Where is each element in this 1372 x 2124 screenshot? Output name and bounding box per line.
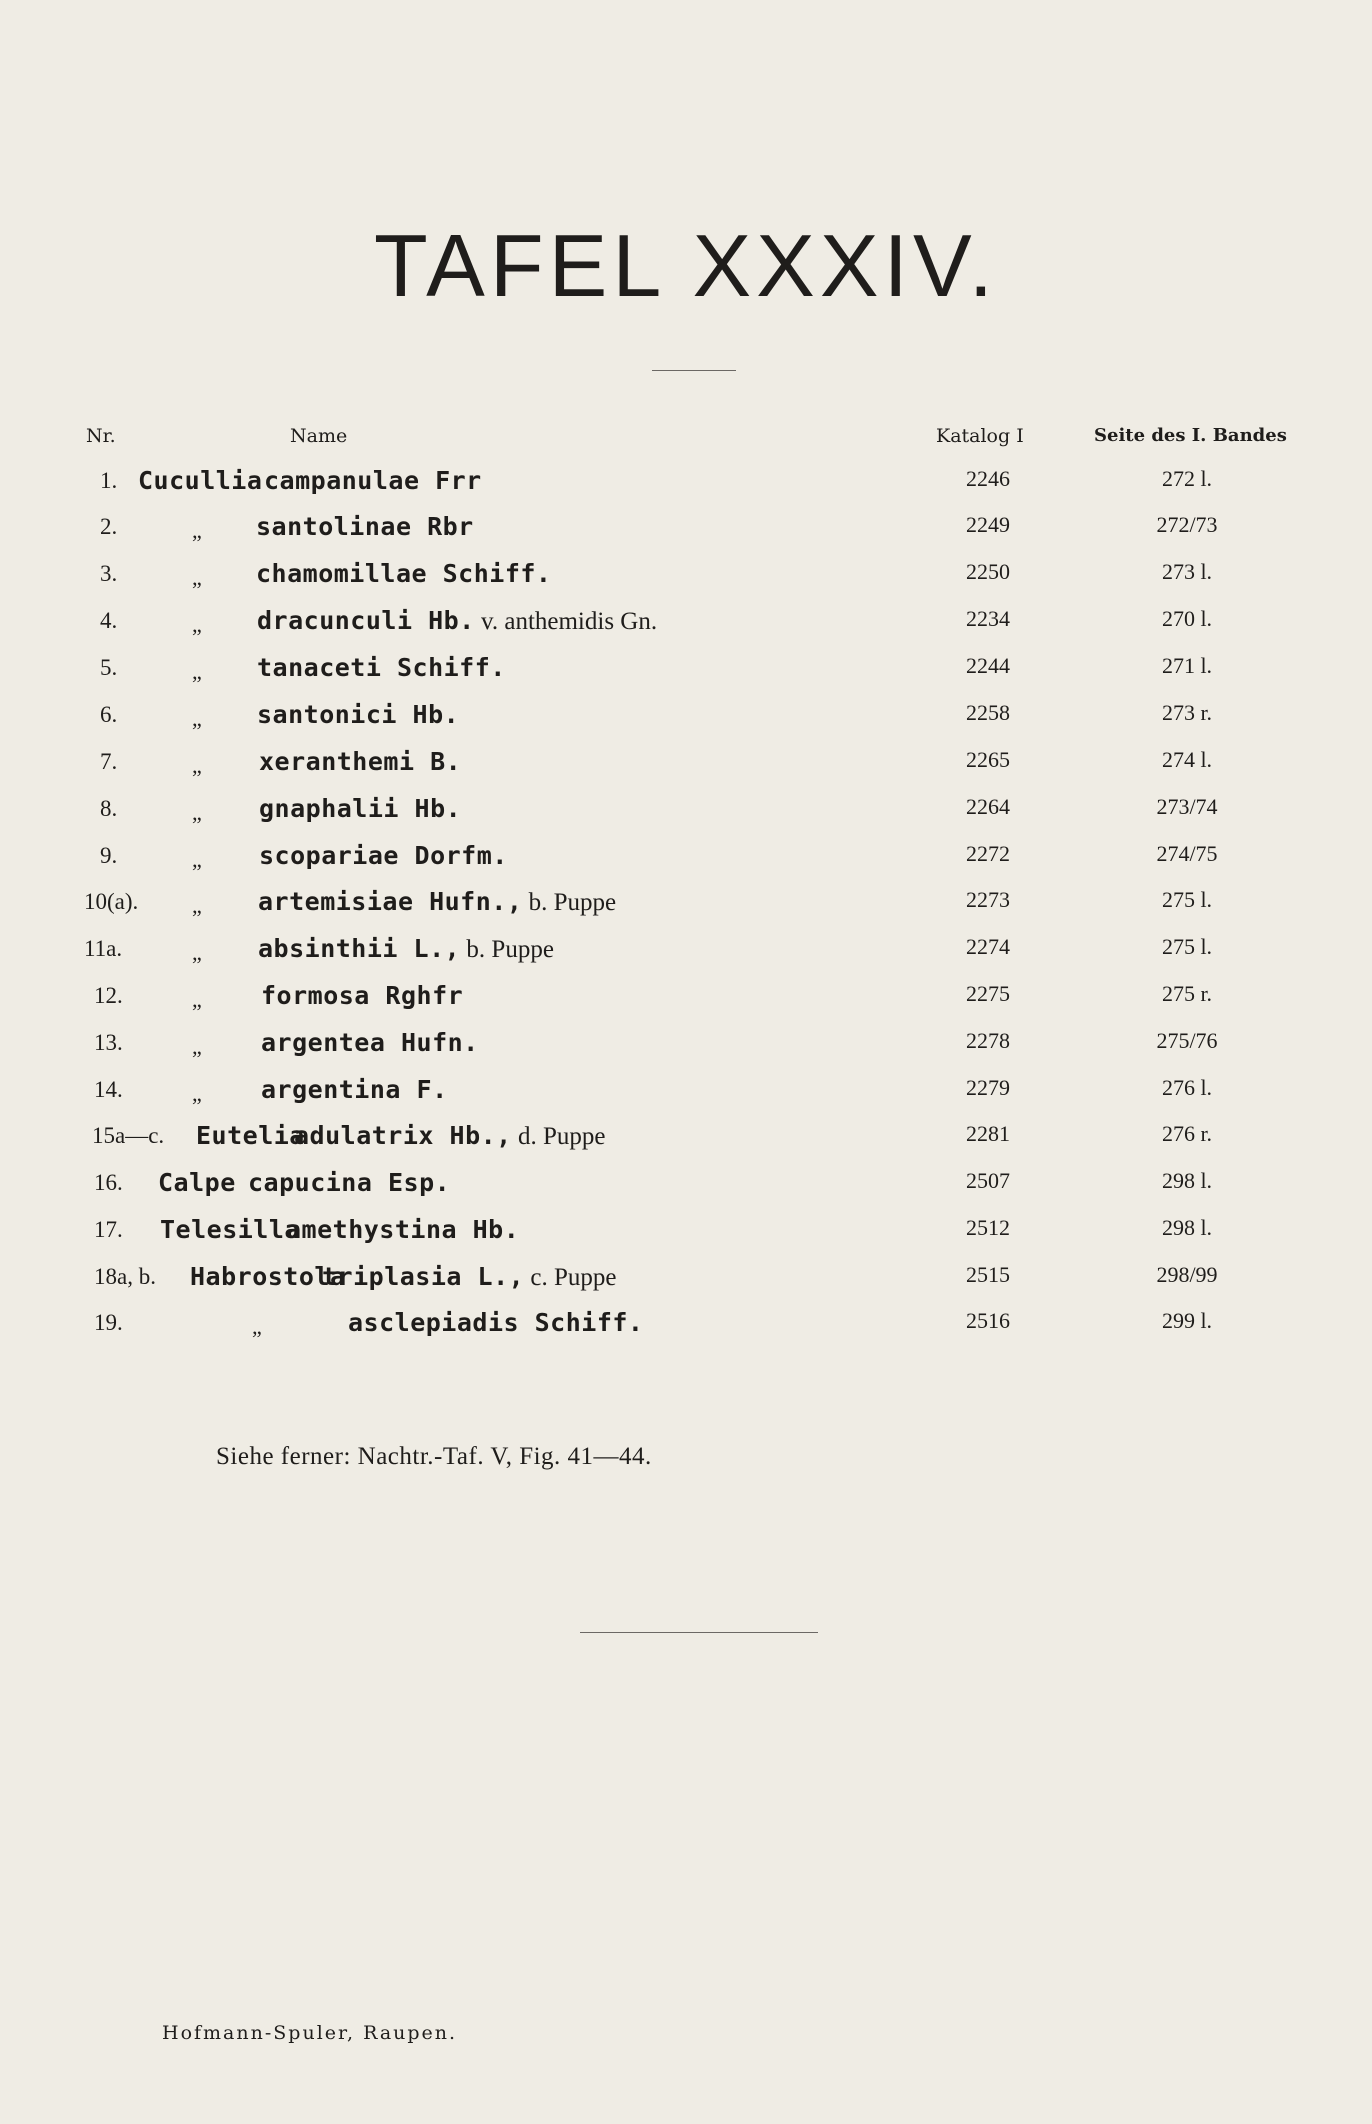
table-row bbox=[0, 887, 1372, 927]
genus-name: Calpe bbox=[158, 1168, 236, 1197]
ditto-mark: „ bbox=[192, 893, 202, 918]
species-name bbox=[261, 1075, 448, 1104]
species-name bbox=[257, 653, 506, 682]
page-reference: 272/73 bbox=[1156, 512, 1218, 537]
species-name bbox=[348, 1308, 643, 1337]
genus-name: Cucullia bbox=[138, 466, 263, 495]
table-row bbox=[0, 1168, 1372, 1208]
row-number: 6. bbox=[100, 702, 118, 727]
katalog-number: 2249 bbox=[966, 512, 1010, 537]
species-epithet: argentina F. bbox=[261, 1075, 448, 1104]
title-divider bbox=[652, 370, 736, 371]
footer-imprint: Hofmann-Spuler, Raupen. bbox=[162, 2022, 458, 2044]
row-number: 4. bbox=[100, 608, 118, 633]
table-row bbox=[0, 1075, 1372, 1115]
species-name bbox=[286, 1215, 519, 1244]
species-name bbox=[259, 841, 508, 870]
species-name bbox=[264, 466, 482, 495]
ditto-mark: „ bbox=[192, 1034, 202, 1059]
katalog-number: 2273 bbox=[966, 887, 1010, 912]
species-epithet: santolinae Rbr bbox=[256, 512, 474, 541]
katalog-number: 2244 bbox=[966, 653, 1010, 678]
katalog-number: 2512 bbox=[966, 1215, 1010, 1240]
row-number: 9. bbox=[100, 843, 118, 868]
species-epithet: capucina Esp. bbox=[248, 1168, 451, 1197]
page-reference: 298/99 bbox=[1156, 1262, 1218, 1287]
ditto-mark: „ bbox=[192, 940, 202, 965]
table-row bbox=[0, 1028, 1372, 1068]
table-row bbox=[0, 747, 1372, 787]
page-reference: 276 r. bbox=[1161, 1121, 1213, 1146]
species-epithet: absinthii L., bbox=[258, 934, 461, 963]
table-row bbox=[0, 794, 1372, 834]
katalog-number: 2279 bbox=[966, 1075, 1010, 1100]
katalog-number: 2265 bbox=[966, 747, 1010, 772]
page-reference: 275/76 bbox=[1156, 1028, 1218, 1053]
species-epithet: chamomillae Schiff. bbox=[256, 559, 552, 588]
species-name bbox=[261, 981, 463, 1010]
row-number: 12. bbox=[94, 983, 123, 1008]
species-name bbox=[258, 934, 554, 964]
page-reference: 275 r. bbox=[1161, 981, 1213, 1006]
page-reference: 298 l. bbox=[1161, 1215, 1213, 1240]
katalog-number: 2250 bbox=[966, 559, 1010, 584]
page-reference: 273/74 bbox=[1156, 794, 1218, 819]
bottom-divider bbox=[580, 1632, 818, 1633]
table-row bbox=[0, 1121, 1372, 1161]
species-epithet: scopariae Dorfm. bbox=[259, 841, 508, 870]
page-reference: 276 l. bbox=[1161, 1075, 1213, 1100]
species-annotation: d. Puppe bbox=[511, 1123, 606, 1150]
species-epithet: artemisiae Hufn., bbox=[258, 887, 523, 916]
page-reference: 272 l. bbox=[1161, 466, 1213, 491]
ditto-mark: „ bbox=[192, 1081, 202, 1106]
row-number: 8. bbox=[100, 796, 118, 821]
ditto-mark: „ bbox=[192, 565, 202, 590]
ditto-mark: „ bbox=[192, 706, 202, 731]
see-also-note: Siehe ferner: Nachtr.-Taf. V, Fig. 41—44. bbox=[216, 1443, 652, 1470]
row-number: 13. bbox=[94, 1030, 123, 1055]
page-reference: 270 l. bbox=[1161, 606, 1213, 631]
katalog-number: 2515 bbox=[966, 1262, 1010, 1287]
table-row bbox=[0, 1308, 1372, 1348]
species-epithet: adulatrix Hb., bbox=[294, 1121, 512, 1150]
ditto-mark: „ bbox=[192, 659, 202, 684]
species-epithet: formosa Rghfr bbox=[261, 981, 464, 1010]
species-epithet: asclepiadis Schiff. bbox=[348, 1308, 644, 1337]
katalog-number: 2234 bbox=[966, 606, 1010, 631]
species-epithet: santonici Hb. bbox=[257, 700, 460, 729]
page-reference: 298 l. bbox=[1161, 1168, 1213, 1193]
katalog-number: 2507 bbox=[966, 1168, 1010, 1193]
species-annotation: b. Puppe bbox=[522, 889, 617, 916]
species-epithet: gnaphalii Hb. bbox=[259, 794, 462, 823]
page-reference: 271 l. bbox=[1161, 653, 1213, 678]
ditto-mark: „ bbox=[192, 612, 202, 637]
row-number: 7. bbox=[100, 749, 118, 774]
column-header-seite: Seite des I. Bandes bbox=[1094, 425, 1287, 446]
katalog-number: 2272 bbox=[966, 841, 1010, 866]
page-reference: 299 l. bbox=[1161, 1308, 1213, 1333]
species-epithet: xeranthemi B. bbox=[259, 747, 462, 776]
species-epithet: amethystina Hb. bbox=[286, 1215, 520, 1244]
row-number: 16. bbox=[94, 1170, 123, 1195]
row-number: 19. bbox=[94, 1310, 123, 1335]
species-epithet: campanulae Frr bbox=[264, 466, 482, 495]
katalog-number: 2281 bbox=[966, 1121, 1010, 1146]
species-epithet: argentea Hufn. bbox=[261, 1028, 479, 1057]
species-name bbox=[256, 559, 551, 588]
row-number: 11a. bbox=[84, 936, 123, 961]
species-name bbox=[248, 1168, 450, 1197]
ditto-mark: „ bbox=[252, 1314, 262, 1339]
species-annotation: c. Puppe bbox=[524, 1264, 617, 1291]
genus-name: Habrostola bbox=[190, 1262, 346, 1291]
species-epithet: dracunculi Hb. bbox=[257, 606, 475, 635]
row-number: 3. bbox=[100, 561, 118, 586]
katalog-number: 2258 bbox=[966, 700, 1010, 725]
species-name bbox=[257, 606, 657, 636]
species-name bbox=[322, 1262, 617, 1292]
katalog-number: 2516 bbox=[966, 1308, 1010, 1333]
row-number: 15a—c. bbox=[92, 1123, 165, 1148]
species-name bbox=[256, 512, 474, 541]
table-row bbox=[0, 981, 1372, 1021]
row-number: 2. bbox=[100, 514, 118, 539]
genus-name: Telesilla bbox=[160, 1215, 300, 1244]
species-name bbox=[294, 1121, 605, 1151]
page-reference: 274/75 bbox=[1156, 841, 1218, 866]
species-name bbox=[261, 1028, 479, 1057]
table-row bbox=[0, 700, 1372, 740]
ditto-mark: „ bbox=[192, 847, 202, 872]
species-name bbox=[258, 887, 616, 917]
katalog-number: 2264 bbox=[966, 794, 1010, 819]
page-reference: 275 l. bbox=[1161, 887, 1213, 912]
table-row bbox=[0, 559, 1372, 599]
table-row bbox=[0, 653, 1372, 693]
species-epithet: triplasia L., bbox=[322, 1262, 525, 1291]
katalog-number: 2246 bbox=[966, 466, 1010, 491]
ditto-mark: „ bbox=[192, 753, 202, 778]
row-number: 18a, b. bbox=[94, 1264, 156, 1289]
table-row bbox=[0, 512, 1372, 552]
species-epithet: tanaceti Schiff. bbox=[257, 653, 506, 682]
table-row bbox=[0, 841, 1372, 881]
table-row bbox=[0, 1262, 1372, 1302]
page-reference: 273 r. bbox=[1161, 700, 1213, 725]
plate-title: TAFEL XXXIV. bbox=[373, 216, 999, 315]
species-annotation: b. Puppe bbox=[460, 936, 554, 963]
katalog-number: 2274 bbox=[966, 934, 1010, 959]
ditto-mark: „ bbox=[192, 987, 202, 1012]
species-annotation: v. anthemidis Gn. bbox=[474, 608, 658, 635]
ditto-mark: „ bbox=[192, 518, 202, 543]
table-row bbox=[0, 466, 1372, 506]
page-reference: 275 l. bbox=[1161, 934, 1213, 959]
katalog-number: 2278 bbox=[966, 1028, 1010, 1053]
column-header-name: Name bbox=[290, 425, 348, 447]
species-name bbox=[259, 794, 461, 823]
column-header-nr: Nr. bbox=[86, 425, 116, 447]
column-header-katalog: Katalog I bbox=[936, 425, 1024, 447]
table-row bbox=[0, 606, 1372, 646]
species-name bbox=[259, 747, 461, 776]
ditto-mark: „ bbox=[192, 800, 202, 825]
row-number: 1. bbox=[100, 468, 118, 493]
row-number: 17. bbox=[94, 1217, 123, 1242]
page-reference: 274 l. bbox=[1161, 747, 1213, 772]
row-number: 14. bbox=[94, 1077, 123, 1102]
row-number: 5. bbox=[100, 655, 118, 680]
genus-name: Eutelia bbox=[196, 1121, 305, 1150]
table-row bbox=[0, 1215, 1372, 1255]
page-reference: 273 l. bbox=[1161, 559, 1213, 584]
katalog-number: 2275 bbox=[966, 981, 1010, 1006]
table-row bbox=[0, 934, 1372, 974]
species-name bbox=[257, 700, 459, 729]
row-number: 10(a). bbox=[84, 889, 139, 914]
